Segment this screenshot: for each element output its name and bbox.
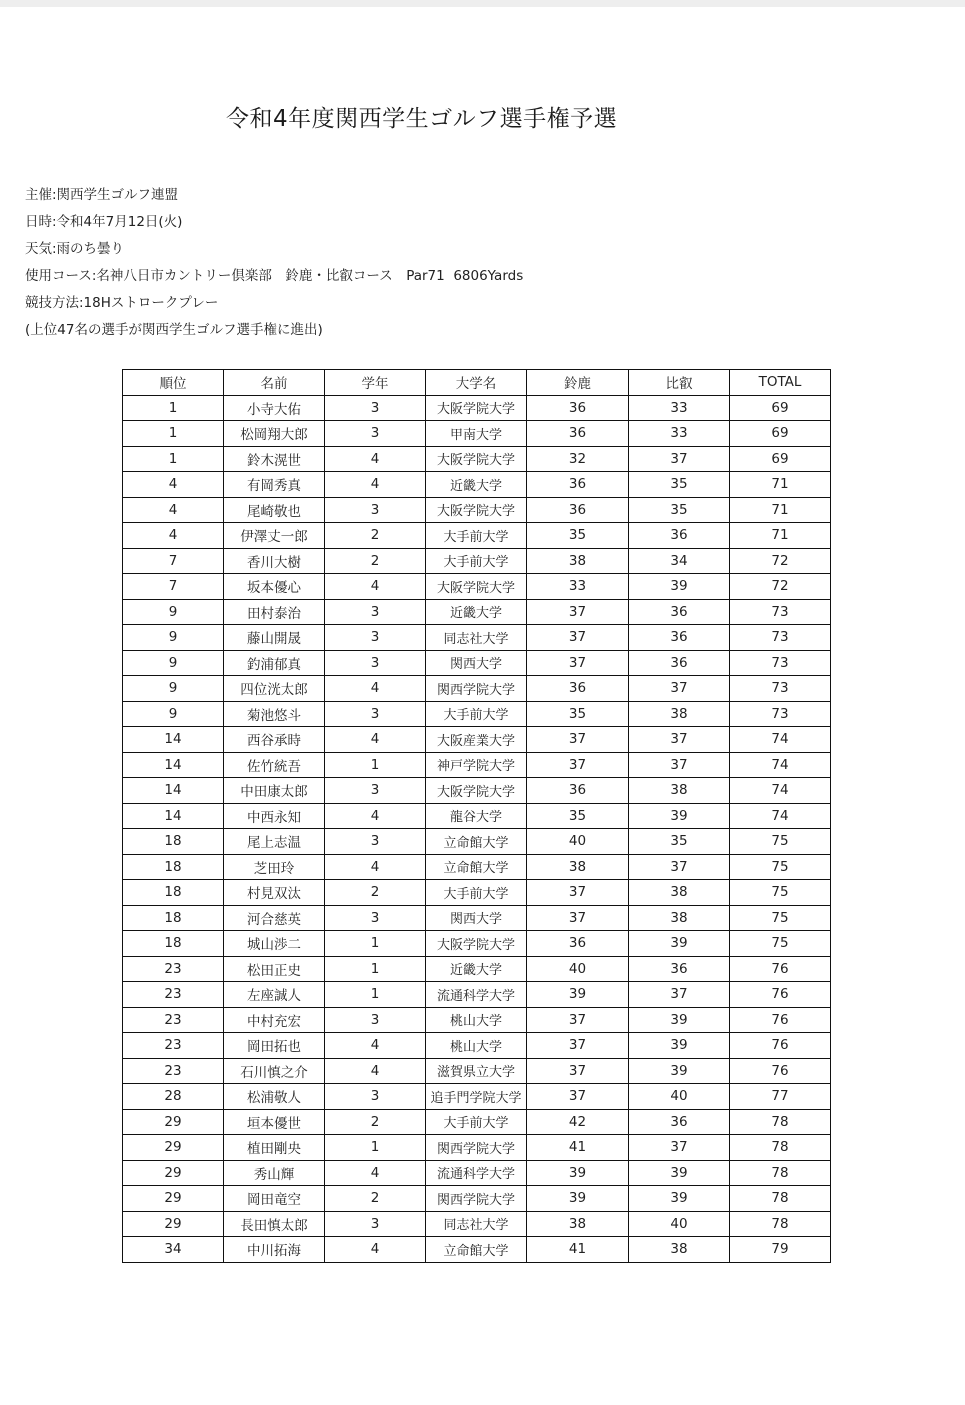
suzuka-score-cell: 35 (527, 523, 629, 549)
name-cell: 中川拓海 (224, 1237, 325, 1263)
university-cell: 同志社大学 (426, 625, 527, 651)
hiei-score-cell: 37 (629, 676, 730, 702)
header-suzuka: 鈴鹿 (527, 370, 629, 396)
name-cell: 松岡翔大郎 (224, 421, 325, 447)
date-line: 日時:令和4年7月12日(火) (25, 214, 183, 230)
grade-cell: 4 (325, 1058, 426, 1084)
table-row (123, 829, 831, 855)
name-cell: 松浦敬人 (224, 1084, 325, 1110)
university-cell: 大阪産業大学 (426, 727, 527, 753)
suzuka-score-cell: 39 (527, 1160, 629, 1186)
grade-cell: 1 (325, 982, 426, 1008)
table-row (123, 625, 831, 651)
name-cell: 小寺大佑 (224, 395, 325, 421)
grade-cell: 3 (325, 778, 426, 804)
name-cell: 尾上志温 (224, 829, 325, 855)
name-cell: 尾崎敬也 (224, 497, 325, 523)
grade-cell: 1 (325, 931, 426, 957)
total-score-cell: 74 (730, 803, 831, 829)
university-cell: 大阪学院大学 (426, 446, 527, 472)
rank-cell: 18 (123, 931, 224, 957)
rank-cell: 7 (123, 548, 224, 574)
hiei-score-cell: 36 (629, 956, 730, 982)
header-university: 大学名 (426, 370, 527, 396)
rank-cell: 9 (123, 650, 224, 676)
total-score-cell: 78 (730, 1160, 831, 1186)
table-row (123, 1211, 831, 1237)
total-score-cell: 71 (730, 472, 831, 498)
rank-cell: 28 (123, 1084, 224, 1110)
rank-cell: 4 (123, 472, 224, 498)
name-cell: 河合慈英 (224, 905, 325, 931)
grade-cell: 3 (325, 395, 426, 421)
university-cell: 神戸学院大学 (426, 752, 527, 778)
suzuka-score-cell: 38 (527, 1211, 629, 1237)
table-row (123, 472, 831, 498)
university-cell: 桃山大学 (426, 1033, 527, 1059)
table-row (123, 446, 831, 472)
university-cell: 立命館大学 (426, 854, 527, 880)
grade-cell: 3 (325, 421, 426, 447)
hiei-score-cell: 38 (629, 880, 730, 906)
suzuka-score-cell: 42 (527, 1109, 629, 1135)
rank-cell: 29 (123, 1109, 224, 1135)
rank-cell: 1 (123, 395, 224, 421)
hiei-score-cell: 38 (629, 1237, 730, 1263)
grade-cell: 4 (325, 676, 426, 702)
name-cell: 中村充宏 (224, 1007, 325, 1033)
suzuka-score-cell: 37 (527, 1058, 629, 1084)
name-cell: 岡田拓也 (224, 1033, 325, 1059)
rank-cell: 4 (123, 497, 224, 523)
organizer-line: 主催:関西学生ゴルフ連盟 (25, 187, 179, 203)
suzuka-score-cell: 36 (527, 676, 629, 702)
hiei-score-cell: 39 (629, 1007, 730, 1033)
grade-cell: 2 (325, 548, 426, 574)
total-score-cell: 73 (730, 701, 831, 727)
hiei-score-cell: 36 (629, 625, 730, 651)
hiei-score-cell: 37 (629, 854, 730, 880)
grade-cell: 1 (325, 1135, 426, 1161)
table-row (123, 650, 831, 676)
table-row (123, 1237, 831, 1263)
total-score-cell: 77 (730, 1084, 831, 1110)
qualification-note: (上位47名の選手が関西学生ゴルフ選手権に進出) (25, 322, 323, 338)
name-cell: 四位洸太郎 (224, 676, 325, 702)
grade-cell: 3 (325, 905, 426, 931)
hiei-score-cell: 36 (629, 1109, 730, 1135)
university-cell: 関西学院大学 (426, 1186, 527, 1212)
rank-cell: 9 (123, 701, 224, 727)
table-row (123, 1007, 831, 1033)
rank-cell: 18 (123, 905, 224, 931)
grade-cell: 2 (325, 1186, 426, 1212)
hiei-score-cell: 38 (629, 905, 730, 931)
total-score-cell: 76 (730, 956, 831, 982)
suzuka-score-cell: 36 (527, 472, 629, 498)
university-cell: 桃山大学 (426, 1007, 527, 1033)
name-cell: 秀山輝 (224, 1160, 325, 1186)
header-name: 名前 (224, 370, 325, 396)
hiei-score-cell: 35 (629, 829, 730, 855)
total-score-cell: 75 (730, 905, 831, 931)
header-hiei: 比叡 (629, 370, 730, 396)
university-cell: 関西学院大学 (426, 1135, 527, 1161)
total-score-cell: 73 (730, 599, 831, 625)
hiei-score-cell: 39 (629, 574, 730, 600)
hiei-score-cell: 37 (629, 1135, 730, 1161)
total-score-cell: 71 (730, 523, 831, 549)
rank-cell: 9 (123, 599, 224, 625)
total-score-cell: 76 (730, 982, 831, 1008)
hiei-score-cell: 39 (629, 1186, 730, 1212)
suzuka-score-cell: 41 (527, 1135, 629, 1161)
hiei-score-cell: 39 (629, 1160, 730, 1186)
university-cell: 大手前大学 (426, 523, 527, 549)
table-row (123, 523, 831, 549)
suzuka-score-cell: 36 (527, 497, 629, 523)
document-title: 令和4年度関西学生ゴルフ選手権予選 (226, 106, 618, 132)
hiei-score-cell: 37 (629, 727, 730, 753)
total-score-cell: 75 (730, 931, 831, 957)
header-rank: 順位 (123, 370, 224, 396)
name-cell: 中田康太郎 (224, 778, 325, 804)
rank-cell: 18 (123, 880, 224, 906)
table-body (123, 395, 831, 1262)
total-score-cell: 78 (730, 1135, 831, 1161)
table-row (123, 931, 831, 957)
table-row (123, 395, 831, 421)
suzuka-score-cell: 37 (527, 599, 629, 625)
hiei-score-cell: 37 (629, 446, 730, 472)
name-cell: 植田剛央 (224, 1135, 325, 1161)
table-row (123, 676, 831, 702)
grade-cell: 4 (325, 1033, 426, 1059)
total-score-cell: 69 (730, 395, 831, 421)
table-row (123, 1186, 831, 1212)
table-header-row (123, 370, 831, 396)
rank-cell: 18 (123, 854, 224, 880)
university-cell: 同志社大学 (426, 1211, 527, 1237)
university-cell: 流通科学大学 (426, 982, 527, 1008)
results-table (122, 369, 831, 1263)
grade-cell: 3 (325, 497, 426, 523)
suzuka-score-cell: 37 (527, 905, 629, 931)
name-cell: 長田慎太郎 (224, 1211, 325, 1237)
total-score-cell: 74 (730, 727, 831, 753)
name-cell: 有岡秀真 (224, 472, 325, 498)
rank-cell: 29 (123, 1135, 224, 1161)
suzuka-score-cell: 39 (527, 1186, 629, 1212)
university-cell: 大阪学院大学 (426, 931, 527, 957)
table-row (123, 982, 831, 1008)
hiei-score-cell: 38 (629, 778, 730, 804)
total-score-cell: 74 (730, 752, 831, 778)
name-cell: 岡田竜空 (224, 1186, 325, 1212)
university-cell: 立命館大学 (426, 1237, 527, 1263)
weather-line: 天気:雨のち曇り (25, 241, 125, 257)
rank-cell: 23 (123, 982, 224, 1008)
total-score-cell: 76 (730, 1033, 831, 1059)
total-score-cell: 74 (730, 778, 831, 804)
university-cell: 関西大学 (426, 650, 527, 676)
university-cell: 大阪学院大学 (426, 395, 527, 421)
table-row (123, 701, 831, 727)
university-cell: 大手前大学 (426, 1109, 527, 1135)
name-cell: 伊澤丈一郎 (224, 523, 325, 549)
suzuka-score-cell: 37 (527, 650, 629, 676)
hiei-score-cell: 34 (629, 548, 730, 574)
rank-cell: 14 (123, 778, 224, 804)
rank-cell: 23 (123, 956, 224, 982)
rank-cell: 1 (123, 421, 224, 447)
table-row (123, 497, 831, 523)
name-cell: 村見双汰 (224, 880, 325, 906)
table-row (123, 727, 831, 753)
suzuka-score-cell: 37 (527, 1084, 629, 1110)
suzuka-score-cell: 37 (527, 727, 629, 753)
suzuka-score-cell: 35 (527, 701, 629, 727)
total-score-cell: 75 (730, 880, 831, 906)
total-score-cell: 78 (730, 1186, 831, 1212)
total-score-cell: 75 (730, 829, 831, 855)
event-info (25, 182, 523, 344)
rank-cell: 14 (123, 727, 224, 753)
hiei-score-cell: 36 (629, 650, 730, 676)
rank-cell: 34 (123, 1237, 224, 1263)
hiei-score-cell: 35 (629, 472, 730, 498)
total-score-cell: 75 (730, 854, 831, 880)
course-line: 使用コース:名神八日市カントリー倶楽部 鈴鹿・比叡コース Par71 6806Yards (25, 268, 524, 284)
name-cell: 石川慎之介 (224, 1058, 325, 1084)
name-cell: 垣本優世 (224, 1109, 325, 1135)
total-score-cell: 73 (730, 650, 831, 676)
name-cell: 中西永知 (224, 803, 325, 829)
name-cell: 釣浦郁真 (224, 650, 325, 676)
rank-cell: 29 (123, 1186, 224, 1212)
university-cell: 大阪学院大学 (426, 574, 527, 600)
table-row (123, 1084, 831, 1110)
suzuka-score-cell: 35 (527, 803, 629, 829)
suzuka-score-cell: 36 (527, 778, 629, 804)
total-score-cell: 69 (730, 446, 831, 472)
suzuka-score-cell: 38 (527, 854, 629, 880)
university-cell: 龍谷大学 (426, 803, 527, 829)
grade-cell: 4 (325, 472, 426, 498)
total-score-cell: 73 (730, 676, 831, 702)
grade-cell: 3 (325, 1007, 426, 1033)
table-row (123, 880, 831, 906)
university-cell: 甲南大学 (426, 421, 527, 447)
table-row (123, 778, 831, 804)
grade-cell: 4 (325, 1160, 426, 1186)
table-row (123, 574, 831, 600)
rank-cell: 9 (123, 625, 224, 651)
university-cell: 大阪学院大学 (426, 778, 527, 804)
grade-cell: 3 (325, 1211, 426, 1237)
grade-cell: 4 (325, 727, 426, 753)
grade-cell: 1 (325, 752, 426, 778)
table-row (123, 421, 831, 447)
hiei-score-cell: 39 (629, 803, 730, 829)
grade-cell: 4 (325, 803, 426, 829)
grade-cell: 4 (325, 1237, 426, 1263)
name-cell: 藤山開晟 (224, 625, 325, 651)
name-cell: 芝田玲 (224, 854, 325, 880)
total-score-cell: 76 (730, 1058, 831, 1084)
university-cell: 大手前大学 (426, 548, 527, 574)
format-line: 競技方法:18Hストロークプレー (25, 295, 219, 311)
hiei-score-cell: 37 (629, 982, 730, 1008)
hiei-score-cell: 39 (629, 1058, 730, 1084)
university-cell: 流通科学大学 (426, 1160, 527, 1186)
total-score-cell: 72 (730, 548, 831, 574)
rank-cell: 9 (123, 676, 224, 702)
university-cell: 追手門学院大学 (426, 1084, 527, 1110)
rank-cell: 29 (123, 1211, 224, 1237)
name-cell: 田村泰治 (224, 599, 325, 625)
total-score-cell: 79 (730, 1237, 831, 1263)
header-grade: 学年 (325, 370, 426, 396)
rank-cell: 23 (123, 1033, 224, 1059)
suzuka-score-cell: 36 (527, 395, 629, 421)
table-row (123, 1135, 831, 1161)
suzuka-score-cell: 37 (527, 880, 629, 906)
rank-cell: 23 (123, 1058, 224, 1084)
university-cell: 近畿大学 (426, 956, 527, 982)
university-cell: 大阪学院大学 (426, 497, 527, 523)
table-row (123, 1160, 831, 1186)
suzuka-score-cell: 37 (527, 1007, 629, 1033)
rank-cell: 7 (123, 574, 224, 600)
name-cell: 左座誠人 (224, 982, 325, 1008)
name-cell: 西谷承時 (224, 727, 325, 753)
grade-cell: 4 (325, 574, 426, 600)
university-cell: 近畿大学 (426, 599, 527, 625)
grade-cell: 4 (325, 854, 426, 880)
name-cell: 菊池悠斗 (224, 701, 325, 727)
name-cell: 松田正史 (224, 956, 325, 982)
grade-cell: 3 (325, 829, 426, 855)
total-score-cell: 72 (730, 574, 831, 600)
top-strip (0, 0, 965, 7)
suzuka-score-cell: 37 (527, 752, 629, 778)
table-row (123, 905, 831, 931)
hiei-score-cell: 33 (629, 421, 730, 447)
grade-cell: 3 (325, 701, 426, 727)
suzuka-score-cell: 40 (527, 956, 629, 982)
total-score-cell: 78 (730, 1109, 831, 1135)
total-score-cell: 71 (730, 497, 831, 523)
hiei-score-cell: 39 (629, 931, 730, 957)
grade-cell: 3 (325, 650, 426, 676)
university-cell: 大手前大学 (426, 701, 527, 727)
grade-cell: 3 (325, 599, 426, 625)
suzuka-score-cell: 37 (527, 625, 629, 651)
suzuka-score-cell: 36 (527, 931, 629, 957)
rank-cell: 4 (123, 523, 224, 549)
suzuka-score-cell: 33 (527, 574, 629, 600)
table-row (123, 956, 831, 982)
name-cell: 香川大樹 (224, 548, 325, 574)
university-cell: 関西大学 (426, 905, 527, 931)
rank-cell: 1 (123, 446, 224, 472)
grade-cell: 1 (325, 956, 426, 982)
grade-cell: 2 (325, 880, 426, 906)
hiei-score-cell: 37 (629, 752, 730, 778)
total-score-cell: 76 (730, 1007, 831, 1033)
university-cell: 関西学院大学 (426, 676, 527, 702)
university-cell: 大手前大学 (426, 880, 527, 906)
suzuka-score-cell: 36 (527, 421, 629, 447)
hiei-score-cell: 40 (629, 1211, 730, 1237)
header-total: TOTAL (730, 370, 831, 396)
suzuka-score-cell: 32 (527, 446, 629, 472)
rank-cell: 14 (123, 803, 224, 829)
table-row (123, 803, 831, 829)
university-cell: 滋賀県立大学 (426, 1058, 527, 1084)
hiei-score-cell: 33 (629, 395, 730, 421)
suzuka-score-cell: 37 (527, 1033, 629, 1059)
hiei-score-cell: 35 (629, 497, 730, 523)
total-score-cell: 69 (730, 421, 831, 447)
university-cell: 近畿大学 (426, 472, 527, 498)
rank-cell: 18 (123, 829, 224, 855)
name-cell: 鈴木滉世 (224, 446, 325, 472)
name-cell: 坂本優心 (224, 574, 325, 600)
total-score-cell: 78 (730, 1211, 831, 1237)
grade-cell: 2 (325, 1109, 426, 1135)
suzuka-score-cell: 38 (527, 548, 629, 574)
table-row (123, 1033, 831, 1059)
grade-cell: 3 (325, 625, 426, 651)
hiei-score-cell: 36 (629, 523, 730, 549)
hiei-score-cell: 40 (629, 1084, 730, 1110)
hiei-score-cell: 36 (629, 599, 730, 625)
grade-cell: 3 (325, 1084, 426, 1110)
suzuka-score-cell: 41 (527, 1237, 629, 1263)
suzuka-score-cell: 39 (527, 982, 629, 1008)
rank-cell: 14 (123, 752, 224, 778)
suzuka-score-cell: 40 (527, 829, 629, 855)
table-row (123, 854, 831, 880)
table-row (123, 1109, 831, 1135)
hiei-score-cell: 39 (629, 1033, 730, 1059)
table-row (123, 599, 831, 625)
rank-cell: 23 (123, 1007, 224, 1033)
university-cell: 立命館大学 (426, 829, 527, 855)
grade-cell: 4 (325, 446, 426, 472)
name-cell: 城山渉二 (224, 931, 325, 957)
rank-cell: 29 (123, 1160, 224, 1186)
table-row (123, 1058, 831, 1084)
grade-cell: 2 (325, 523, 426, 549)
total-score-cell: 73 (730, 625, 831, 651)
table-row (123, 548, 831, 574)
table-row (123, 752, 831, 778)
hiei-score-cell: 38 (629, 701, 730, 727)
name-cell: 佐竹統吾 (224, 752, 325, 778)
